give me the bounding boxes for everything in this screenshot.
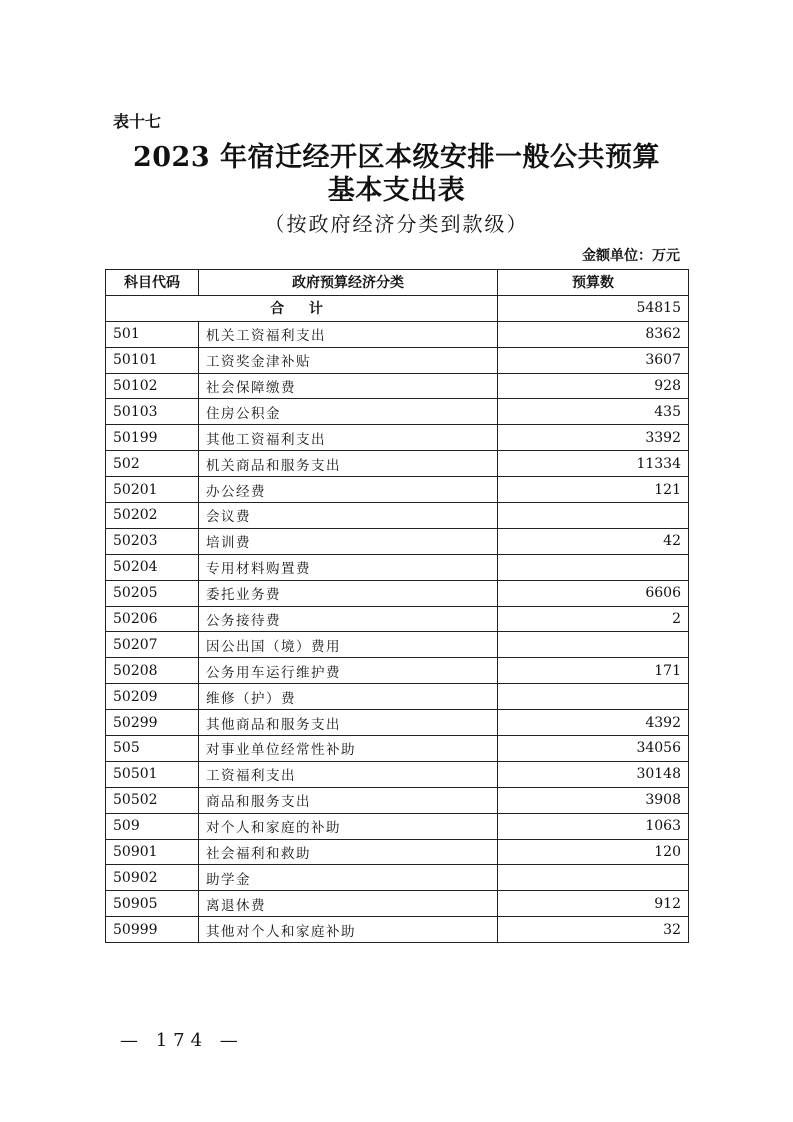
row-category: 工资福利支出 [199, 761, 498, 787]
row-code: 509 [106, 813, 199, 839]
row-amount: 11334 [498, 451, 689, 477]
table-row [106, 839, 689, 865]
row-category: 委托业务费 [199, 580, 498, 606]
row-category: 对事业单位经常性补助 [199, 736, 498, 762]
row-code: 50209 [106, 684, 199, 710]
row-amount: 2 [498, 606, 689, 632]
table-row [106, 632, 689, 658]
row-code: 50206 [106, 606, 199, 632]
row-amount: 32 [498, 917, 689, 943]
row-category: 助学金 [199, 865, 498, 891]
row-code: 50999 [106, 917, 199, 943]
header-amount: 预算数 [498, 270, 689, 296]
header-code: 科目代码 [106, 270, 199, 296]
row-category: 对个人和家庭的补助 [199, 813, 498, 839]
table-row [106, 658, 689, 684]
table-row [106, 813, 689, 839]
table-row [106, 684, 689, 710]
budget-table [105, 269, 689, 943]
row-code: 502 [106, 451, 199, 477]
row-amount: 171 [498, 658, 689, 684]
row-amount: 6606 [498, 580, 689, 606]
row-category: 公务用车运行维护费 [199, 658, 498, 684]
row-code: 50902 [106, 865, 199, 891]
row-amount: 34056 [498, 736, 689, 762]
total-amount: 54815 [498, 295, 689, 321]
table-row [106, 736, 689, 762]
row-category: 住房公积金 [199, 399, 498, 425]
row-category: 离退休费 [199, 891, 498, 917]
table-header-row [106, 270, 689, 296]
row-code: 50101 [106, 347, 199, 373]
row-category: 商品和服务支出 [199, 787, 498, 813]
table-row [106, 451, 689, 477]
row-category: 其他商品和服务支出 [199, 710, 498, 736]
row-code: 50199 [106, 425, 199, 451]
table-row [106, 425, 689, 451]
page-title-line2: 基本支出表 [327, 175, 466, 206]
row-amount [498, 865, 689, 891]
row-code: 50501 [106, 761, 199, 787]
row-amount: 8362 [498, 321, 689, 347]
table-row [106, 503, 689, 529]
table-row [106, 761, 689, 787]
row-amount: 3392 [498, 425, 689, 451]
row-amount: 121 [498, 477, 689, 503]
row-code: 50203 [106, 528, 199, 554]
table-row [106, 865, 689, 891]
row-amount: 3908 [498, 787, 689, 813]
row-code: 50205 [106, 580, 199, 606]
row-amount: 4392 [498, 710, 689, 736]
amount-unit: 金额单位：万元 [582, 248, 680, 264]
row-category: 机关商品和服务支出 [199, 451, 498, 477]
row-category: 会议费 [199, 503, 498, 529]
page-number: — 174 — [120, 1030, 244, 1051]
row-code: 50502 [106, 787, 199, 813]
row-amount: 1063 [498, 813, 689, 839]
header-category: 政府预算经济分类 [199, 270, 498, 296]
table-row [106, 528, 689, 554]
row-code: 50201 [106, 477, 199, 503]
row-code: 50202 [106, 503, 199, 529]
row-code: 50102 [106, 373, 199, 399]
row-amount: 928 [498, 373, 689, 399]
row-amount [498, 503, 689, 529]
table-row [106, 373, 689, 399]
row-code: 50905 [106, 891, 199, 917]
table-row [106, 554, 689, 580]
table-row [106, 321, 689, 347]
row-category: 机关工资福利支出 [199, 321, 498, 347]
table-row [106, 399, 689, 425]
table-row [106, 347, 689, 373]
row-amount: 3607 [498, 347, 689, 373]
row-code: 505 [106, 736, 199, 762]
table-row [106, 710, 689, 736]
table-row [106, 580, 689, 606]
table-row [106, 891, 689, 917]
row-amount: 912 [498, 891, 689, 917]
row-amount: 30148 [498, 761, 689, 787]
row-code: 50901 [106, 839, 199, 865]
table-row [106, 787, 689, 813]
row-amount: 120 [498, 839, 689, 865]
row-category: 其他对个人和家庭补助 [199, 917, 498, 943]
row-amount [498, 632, 689, 658]
row-code: 501 [106, 321, 199, 347]
row-category: 培训费 [199, 528, 498, 554]
table-label: 表十七 [113, 112, 162, 131]
row-category: 办公经费 [199, 477, 498, 503]
page-title: 2023 年宿迁经开区本级安排一般公共预算 [132, 142, 661, 173]
row-code: 50299 [106, 710, 199, 736]
row-amount: 435 [498, 399, 689, 425]
row-code: 50204 [106, 554, 199, 580]
page-subtitle: （按政府经济分类到款级） [264, 212, 529, 236]
row-category: 因公出国（境）费用 [199, 632, 498, 658]
table-row [106, 917, 689, 943]
total-label: 合 计 [106, 295, 498, 321]
row-category: 维修（护）费 [199, 684, 498, 710]
row-code: 50103 [106, 399, 199, 425]
row-amount: 42 [498, 528, 689, 554]
table-row [106, 606, 689, 632]
row-amount [498, 684, 689, 710]
row-code: 50208 [106, 658, 199, 684]
table-row [106, 477, 689, 503]
row-category: 专用材料购置费 [199, 554, 498, 580]
row-category: 社会保障缴费 [199, 373, 498, 399]
row-category: 公务接待费 [199, 606, 498, 632]
row-category: 工资奖金津补贴 [199, 347, 498, 373]
row-amount [498, 554, 689, 580]
row-category: 社会福利和救助 [199, 839, 498, 865]
row-code: 50207 [106, 632, 199, 658]
total-row [106, 295, 689, 321]
row-category: 其他工资福利支出 [199, 425, 498, 451]
